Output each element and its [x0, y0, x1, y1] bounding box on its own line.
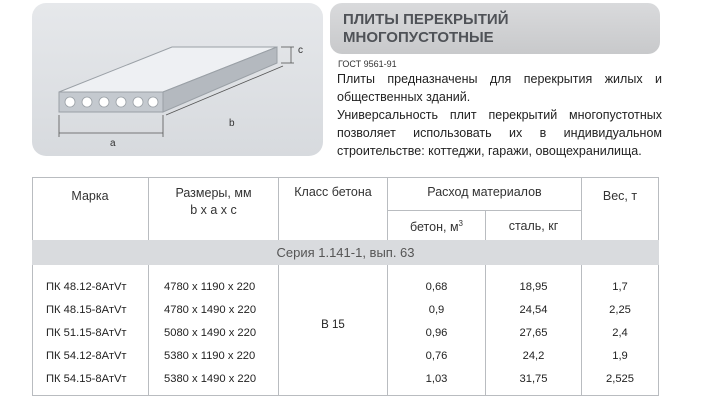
slab-illustration	[32, 3, 323, 156]
row-mark: ПК 48.12-8АтVт	[46, 281, 127, 293]
row-concrete: 0,96	[425, 327, 448, 339]
header-subdivider	[387, 210, 581, 211]
dimension-c-label: c	[298, 45, 303, 56]
header-sizes	[149, 185, 278, 219]
series-label: Серия 1.141-1, вып. 63	[276, 245, 415, 260]
dimension-a-label: a	[110, 138, 116, 149]
header-weight: Вес, т	[602, 189, 638, 203]
page-title	[343, 11, 508, 47]
series-band	[32, 240, 659, 265]
row-weight: 1,9	[612, 350, 628, 362]
row-size: 5380 x 1190 x 220	[164, 350, 256, 362]
table-border-right	[658, 177, 659, 396]
specifications-table	[32, 177, 659, 396]
row-weight: 1,7	[612, 281, 628, 293]
header-concrete-superscript: 3	[458, 219, 463, 228]
header-steel: сталь, кг	[508, 219, 559, 233]
row-steel: 18,95	[519, 281, 548, 293]
header-concrete-volume	[388, 219, 485, 234]
hollow-core-slab-drawing	[32, 3, 323, 156]
description-paragraph-1: Плиты предназначены для перекрытия жилых и общественных зданий.	[337, 72, 662, 104]
row-mark: ПК 51.15-8АтVт	[46, 327, 127, 339]
dimension-b-label: b	[229, 118, 235, 129]
title-line-2: МНОГОПУСТОТНЫЕ	[343, 29, 494, 46]
row-concrete: 0,9	[428, 304, 445, 316]
row-steel: 31,75	[519, 373, 548, 385]
header-mark: Марка	[71, 189, 109, 203]
header-material-consumption: Расход материалов	[427, 185, 542, 199]
body-divider	[148, 265, 149, 396]
row-steel: 24,2	[522, 350, 545, 362]
row-weight: 2,525	[606, 373, 634, 385]
title-line-1: ПЛИТЫ ПЕРЕКРЫТИЙ	[343, 11, 509, 28]
header-sizes-line-2: b x a x c	[190, 203, 237, 217]
row-size: 4780 x 1490 x 220	[164, 304, 257, 316]
row-concrete: 1,03	[425, 373, 448, 385]
row-mark: ПК 54.15-8АтVт	[46, 373, 127, 385]
table-border-bottom	[32, 395, 659, 396]
table-border-left	[32, 177, 33, 396]
title-panel	[330, 3, 660, 54]
row-size: 5380 x 1490 x 220	[164, 373, 257, 385]
row-weight: 2,4	[612, 327, 628, 339]
row-concrete: 0,76	[425, 350, 448, 362]
row-steel: 27,65	[519, 327, 548, 339]
concrete-class-value: В 15	[321, 319, 345, 331]
header-concrete-label: бетон, м	[410, 220, 459, 235]
table-border-top	[32, 177, 659, 178]
row-steel: 24,54	[519, 304, 548, 316]
row-mark: ПК 48.15-8АтVт	[46, 304, 127, 316]
header-divider	[581, 177, 582, 240]
description-paragraph-2: Универсальность плит перекрытий многопустотных позволяет использовать их в индивидуальном строительстве: коттеджи, гаражи, овощехранилища.	[337, 108, 662, 158]
row-concrete: 0,68	[425, 281, 448, 293]
row-mark: ПК 54.12-8АтVт	[46, 350, 127, 362]
description	[337, 70, 662, 160]
header-sizes-line-1: Размеры, мм	[175, 186, 252, 200]
standard-reference: ГОСТ 9561-91	[338, 59, 397, 69]
header-concrete-class: Класс бетона	[294, 185, 372, 199]
row-size: 5080 x 1490 x 220	[164, 327, 257, 339]
row-weight: 2,25	[609, 304, 631, 316]
row-size: 4780 x 1190 x 220	[164, 281, 256, 293]
